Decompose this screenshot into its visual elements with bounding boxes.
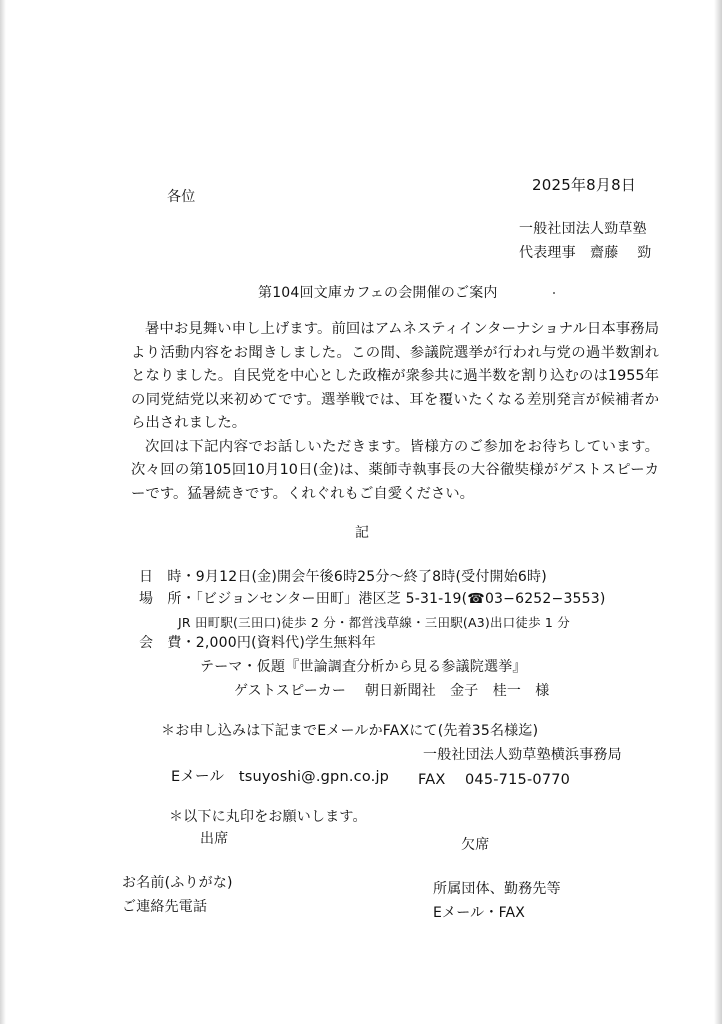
detail-fee: 会 費・2,000円(資料代)学生無料年	[139, 635, 377, 651]
ki-heading: 記	[355, 525, 370, 541]
application-note: ＊お申し込みは下記までEメールかFAXにて(先着35名様迄)	[161, 723, 539, 739]
document-title: 第104回文庫カフェの会開催のご案内	[258, 285, 498, 301]
detail-venue: 場 所・「ビジョンセンター田町」港区芝 5-31-19(☎03−6252−3553)	[139, 591, 606, 607]
scan-edge-left	[0, 0, 6, 1024]
detail-theme: テーマ・仮題『世論調査分析から見る参議院選挙』	[200, 659, 527, 675]
detail-guest: ゲストスピーカー 朝日新聞社 金子 桂一 様	[234, 683, 550, 699]
sender-representative: 代表理事 齋藤 勁	[519, 245, 652, 261]
application-email: Eメール tsuyoshi@.gpn.co.jp	[171, 769, 390, 785]
body-text	[131, 318, 659, 506]
scan-speck	[553, 292, 555, 294]
document-date: 2025年8月8日	[532, 176, 637, 194]
form-instruction: ＊以下に丸印をお願いします。	[169, 809, 367, 825]
body-paragraph-2: 次回は下記内容でお話しいただきます。皆様方のご参加をお待ちしています。次々回の第105回10月10日(金)は、薬師寺執事長の大谷徹奘様がゲストスピーカーです。猛暑続きです。くれぐれもご自愛ください。	[131, 438, 659, 502]
form-affiliation-label: 所属団体、勤務先等	[433, 881, 561, 897]
detail-access: JR 田町駅(三田口)徒歩 2 分・都営浅草線・三田駅(A3)出口徒歩 1 分	[178, 615, 570, 630]
body-paragraph-1: 暑中お見舞い申し上げます。前回はアムネスティインターナショナル日本事務局より活動内容をお聞きしました。この間、参議院選挙が行われ与党の過半数割れとなりました。自民党を中心とした政権が衆参共に過半数を割り込むのは1955年の同党結党以来初めてです。選挙戦では、耳を覆いたくなる差別発言が候補者から出されました。	[131, 321, 659, 431]
form-email-fax-label: Eメール・FAX	[433, 905, 526, 921]
scan-edge-right	[714, 0, 722, 1024]
application-office: 一般社団法人勁草塾横浜事務局	[423, 747, 622, 763]
application-fax: FAX 045-715-0770	[418, 772, 571, 788]
recipient: 各位	[167, 189, 196, 205]
detail-datetime: 日 時・9月12日(金)開会午後6時25分～終了8時(受付開始6時)	[139, 569, 547, 585]
form-phone-label: ご連絡先電話	[122, 899, 208, 915]
form-absent-option: 欠席	[461, 837, 490, 853]
form-attend-option: 出席	[200, 831, 229, 847]
form-name-label: お名前(ふりがな)	[122, 875, 233, 891]
sender-organization: 一般社団法人勁草塾	[519, 221, 647, 237]
